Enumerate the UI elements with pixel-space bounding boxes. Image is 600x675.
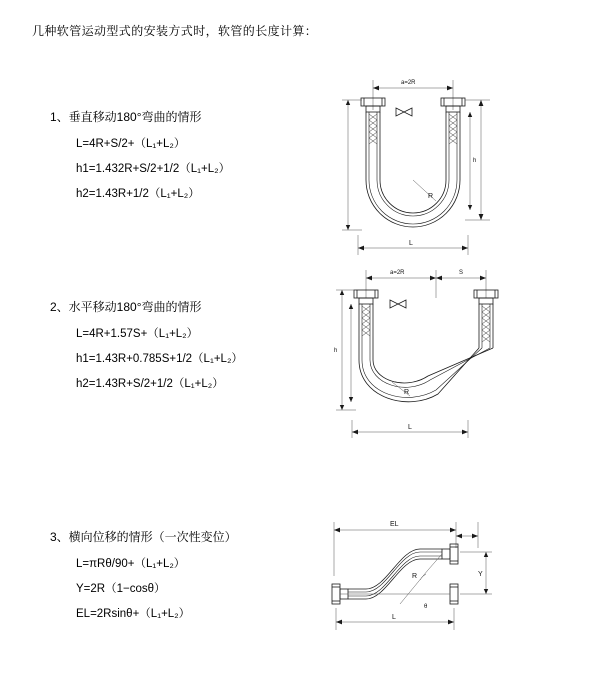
dim-label-a2r: a=2R [401, 80, 416, 86]
section-2-figure [318, 260, 508, 450]
section-3-text [50, 528, 330, 630]
svg-text:R: R [404, 389, 410, 396]
section-3-figure [300, 508, 495, 648]
svg-text:L: L [409, 240, 413, 247]
section-3-title: 3、横向位移的情形（一次性变位） [50, 530, 237, 544]
section-1-formula-2: h1=1.432R+S/2+1/2（L₁+L₂） [76, 163, 231, 175]
section-1-title: 1、垂直移动180°弯曲的情形 [50, 110, 202, 124]
svg-text:S: S [459, 270, 464, 276]
svg-text:L: L [408, 424, 412, 431]
svg-text:R: R [412, 573, 418, 580]
section-2-title: 2、水平移动180°弯曲的情形 [50, 300, 202, 314]
section-3-formula-1: L=πRθ/90+（L₁+L₂） [76, 558, 186, 570]
section-2-formula-2: h1=1.43R+0.785S+1/2（L₁+L₂） [76, 353, 243, 365]
section-2-text [50, 298, 330, 400]
svg-text:θ: θ [424, 604, 428, 610]
section-1-text [50, 108, 330, 210]
svg-text:Y: Y [478, 571, 483, 578]
section-1-figure [318, 70, 498, 270]
section-2-formula-3: h2=1.43R+S/2+1/2（L₁+L₂） [76, 378, 224, 390]
section-1-formula-1: L=4R+S/2+（L₁+L₂） [76, 138, 186, 150]
page-title: 几种软管运动型式的安装方式时，软管的长度计算： [32, 24, 318, 38]
svg-text:EL: EL [390, 521, 399, 528]
svg-text:R: R [428, 193, 434, 200]
section-3-formula-2: Y=2R（1−cosθ） [76, 583, 166, 595]
section-3-formula-3: EL=2Rsinθ+（L₁+L₂） [76, 608, 191, 620]
svg-text:h: h [334, 348, 338, 354]
svg-text:L: L [392, 614, 396, 621]
svg-text:a=2R: a=2R [390, 270, 405, 276]
section-1-formula-3: h2=1.43R+1/2（L₁+L₂） [76, 188, 200, 200]
svg-text:h: h [473, 158, 477, 164]
section-2-formula-1: L=4R+1.57S+（L₁+L₂） [76, 328, 199, 340]
